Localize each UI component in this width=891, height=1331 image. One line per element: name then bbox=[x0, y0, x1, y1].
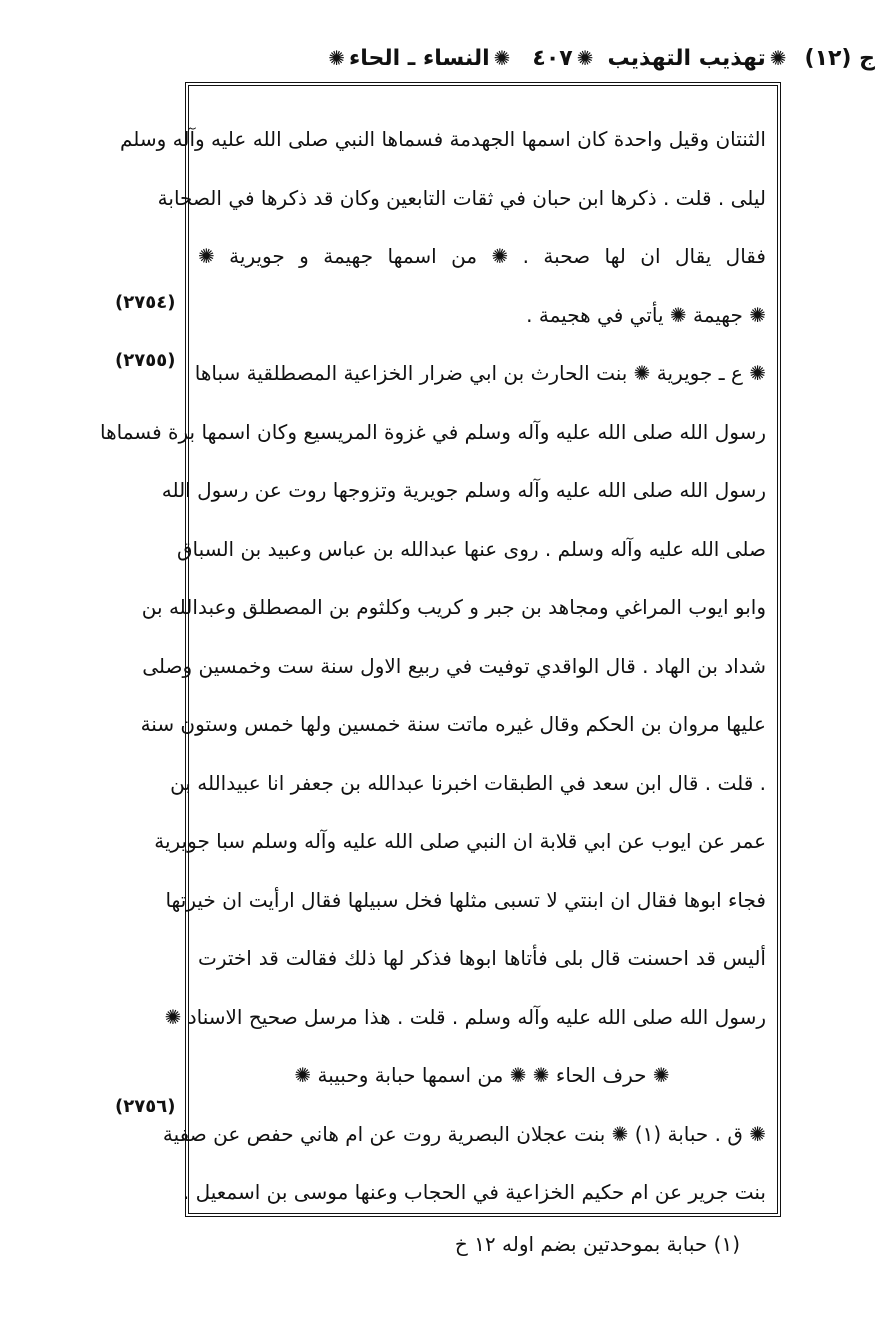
running-header bbox=[175, 36, 875, 80]
entry-number: (٢٧٥٤) bbox=[115, 292, 176, 313]
text-line: رسول الله صلى الله عليه وآله وسلم . قلت . هذا مرسل صحيح الاسناد ✺ bbox=[164, 1004, 766, 1029]
entry-number: (٢٧٥٥) bbox=[115, 350, 176, 371]
text-line: عمر عن ايوب عن ابي قلابة ان النبي صلى الله عليه وآله وسلم سبا جويرية bbox=[154, 829, 766, 853]
text-line: ✺ جهيمة ✺ يأتي في هجيمة . bbox=[526, 302, 766, 327]
ornament-icon: ✺ bbox=[328, 46, 345, 70]
text-line: فجاء ابوها فقال ان ابنتي لا تسبى مثلها فخل سبيلها فقال ارأيت ان خيرتها bbox=[165, 887, 766, 912]
text-line: ✺ ع ـ جويرية ✺ بنت الحارث بن ابي ضرار الخزاعية المصطلقية سباها bbox=[194, 361, 766, 385]
book-title: تهذيب التهذيب bbox=[607, 45, 766, 71]
volume-number: ج (١٢) bbox=[804, 45, 875, 71]
text-line: شداد بن الهاد . قال الواقدي توفيت في ربيع الاول سنة ست وخمسين وصلى bbox=[142, 653, 766, 678]
footnote: (١) حبابة بموحدتين بضم اوله ١٢ خ bbox=[454, 1232, 740, 1256]
ornament-icon: ✺ bbox=[493, 46, 511, 70]
text-line: فقال يقال ان لها صحبة . ✺ من اسمها جهيمة و جويرية ✺ bbox=[198, 244, 766, 268]
section-title: النساء ـ الحاء bbox=[348, 45, 490, 71]
text-line: بنت جرير عن ام حكيم الخزاعية في الحجاب وعنها موسى بن اسمعيل . bbox=[182, 1180, 766, 1204]
text-line: عليها مروان بن الحكم وقال غيره ماتت سنة خمسين ولها خمس وستون سنة bbox=[140, 712, 766, 736]
text-line: ليلى . قلت . ذكرها ابن حبان في ثقات التابعين وكان قد ذكرها في الصحابة bbox=[157, 185, 766, 210]
ornament-icon: ✺ bbox=[769, 46, 787, 70]
text-line: رسول الله صلى الله عليه وآله وسلم جويرية وتزوجها روت عن رسول الله bbox=[161, 478, 766, 502]
page-number: ٤٠٧ bbox=[532, 45, 573, 71]
ornament-icon: ✺ bbox=[576, 46, 594, 70]
text-line: صلى الله عليه وآله وسلم . روى عنها عبدالله بن عباس وعبيد بن السباق bbox=[176, 536, 766, 561]
text-line: أليس قد احسنت قال بلى فأتاها ابوها فذكر لها ذلك فقالت قد اخترت bbox=[198, 946, 766, 970]
text-line: رسول الله صلى الله عليه وآله وسلم في غزوة المريسيع وكان اسمها برة فسماها bbox=[99, 419, 766, 444]
text-line: ✺ حرف الحاء ✺ ✺ من اسمها حبابة وحبيبة ✺ bbox=[294, 1063, 670, 1087]
text-line: وابو ايوب المراغي ومجاهد بن جبر و كريب وكلثوم بن المصطلق وعبدالله بن bbox=[141, 595, 766, 619]
text-line: ✺ ق . حبابة (١) ✺ بنت عجلان البصرية روت عن ام هاني حفص عن صفية bbox=[162, 1121, 766, 1146]
text-line: الثنتان وقيل واحدة كان اسمها الجهدمة فسماها النبي صلى الله عليه وآله وسلم bbox=[119, 127, 766, 151]
text-line: . قلت . قال ابن سعد في الطبقات اخبرنا عبدالله بن جعفر انا عبيدالله بن bbox=[170, 770, 766, 795]
entry-number: (٢٧٥٦) bbox=[115, 1096, 176, 1117]
